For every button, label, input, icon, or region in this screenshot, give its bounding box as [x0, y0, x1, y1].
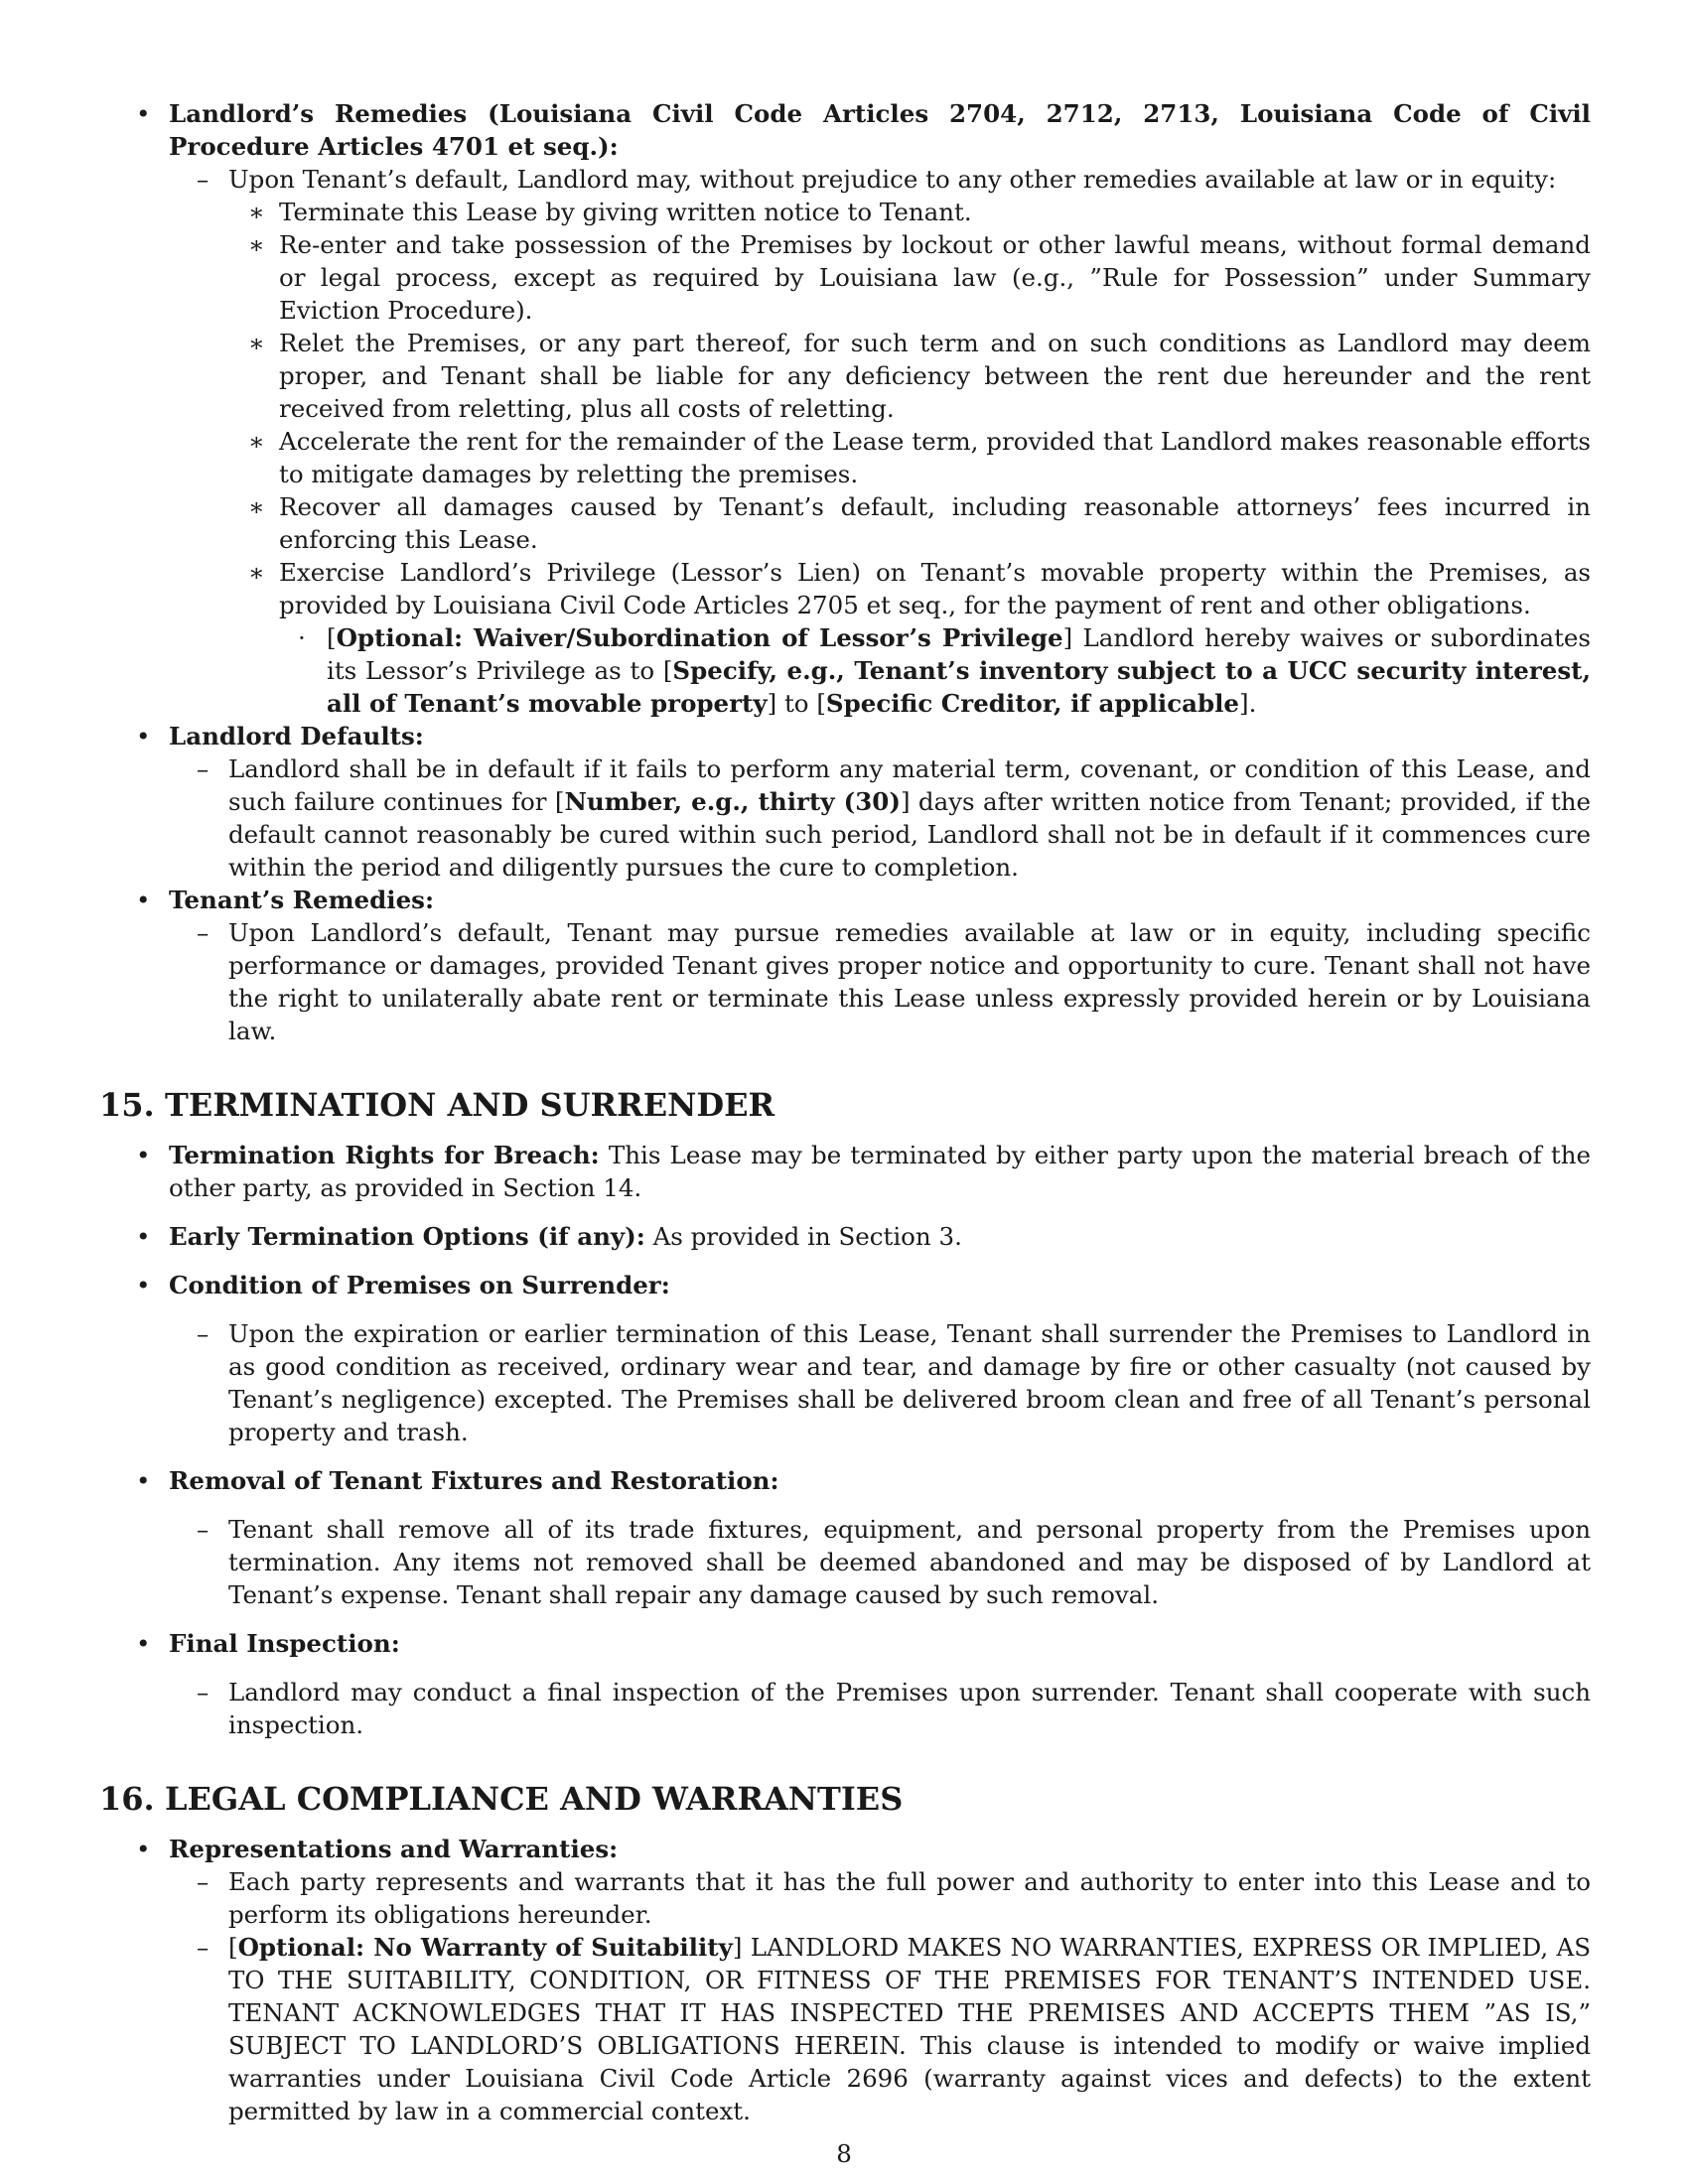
sub-item-removal	[99, 1513, 1591, 1611]
sub-item-default-terms	[99, 752, 1591, 884]
optional-label: Optional: Waiver/Subordination of Lessor’s Privilege	[336, 623, 1063, 652]
sub-item-text: Upon the expiration or earlier termination of this Lease, Tenant shall surrender the Premises to Landlord in as good condition as received, ordinary wear and tear, and damage by fire or other casualty (not caused by Tenant’s negligence) excepted. The Premises shall be delivered broom clean and free of all Tenant’s personal property and trash.	[228, 1319, 1591, 1446]
page-content	[99, 97, 1591, 2127]
bullet-landlords-remedies	[99, 97, 1591, 163]
bullet-representations	[99, 1833, 1591, 1865]
bullet-marker: •	[136, 1271, 151, 1299]
bullet-marker: •	[136, 1629, 151, 1658]
days-placeholder: Number, e.g., thirty (30)	[564, 787, 901, 816]
remedy-text: Relet the Premises, or any part thereof, for such term and on such conditions as Landlord may deem proper, and Tenant shall be liable for any deficiency between the rent due hereunder and the rent received from reletting, plus all costs of reletting.	[279, 329, 1591, 423]
bullet-text: Early Termination Options (if any): As provided in Section 3.	[169, 1222, 962, 1251]
specify-placeholder: Specify, e.g., Tenant’s inventory subject to a UCC security interest, all of Tenant’s movable property	[327, 656, 1591, 718]
bullet-condition-surrender	[99, 1269, 1591, 1301]
dot-marker: ·	[298, 623, 306, 652]
bullet-marker: •	[136, 1222, 151, 1251]
asterisk-marker: ∗	[248, 558, 265, 587]
bullet-marker: •	[136, 886, 151, 914]
dash-marker: –	[197, 1678, 210, 1706]
remedy-text: Accelerate the rent for the remainder of the Lease term, provided that Landlord makes reasonable efforts to mitigate damages by reletting the premises.	[279, 427, 1591, 488]
dash-marker: –	[197, 1319, 210, 1348]
sub-item-tenant-remedies	[99, 916, 1591, 1047]
bullet-tenants-remedies	[99, 884, 1591, 916]
bullet-removal-fixtures	[99, 1464, 1591, 1497]
optional-waiver-text: [Optional: Waiver/Subordination of Lessor’s Privilege] Landlord hereby waives or subordinates its Lessor’s Privilege as to [Specify, e.g., Tenant’s inventory subject to a UCC security interest, all of Tenant’s movable property] to [Specific Creditor, if applicable].	[327, 623, 1591, 718]
asterisk-marker: ∗	[248, 427, 265, 456]
bullet-label: Condition of Premises on Surrender:	[169, 1271, 670, 1299]
section-title: TERMINATION AND SURRENDER	[165, 1086, 775, 1124]
remedy-text: Recover all damages caused by Tenant’s default, including reasonable attorneys’ fees incurred in enforcing this Lease.	[279, 492, 1591, 554]
asterisk-marker: ∗	[248, 492, 265, 521]
dash-marker: –	[197, 165, 210, 194]
remedy-item-terminate	[99, 196, 1591, 228]
sub-item-authority	[99, 1865, 1591, 1931]
remedy-item-recover	[99, 490, 1591, 556]
page-number: 8	[836, 2139, 852, 2168]
bullet-termination-rights	[99, 1139, 1591, 1204]
sub-item-no-warranty	[99, 1931, 1591, 2127]
remedy-item-accelerate	[99, 425, 1591, 490]
bullet-marker: •	[136, 722, 151, 751]
sub-item-text: Landlord may conduct a final inspection of the Premises upon surrender. Tenant shall cooperate with such inspection.	[228, 1678, 1591, 1739]
section-heading-16	[99, 1779, 1591, 1819]
bullet-landlord-defaults	[99, 720, 1591, 752]
creditor-placeholder: Specific Creditor, if applicable	[825, 689, 1240, 718]
remedy-item-relet	[99, 327, 1591, 425]
sub-item-text: Landlord shall be in default if it fails to perform any material term, covenant, or condition of this Lease, and such failure continues for [Number, e.g., thirty (30)] days after written notice from Tenant; provided, if the default cannot reasonably be cured within such period, Landlord shall not be in default if it commences cure within the period and diligently pursues the cure to completion.	[228, 754, 1592, 882]
dash-marker: –	[197, 754, 210, 783]
bullet-marker: •	[136, 1141, 151, 1169]
bullet-label: Removal of Tenant Fixtures and Restoration:	[169, 1466, 779, 1495]
bullet-label: Landlord Defaults:	[169, 722, 424, 751]
sub-item-text: Upon Landlord’s default, Tenant may pursue remedies available at law or in equity, including specific performance or damages, provided Tenant gives proper notice and opportunity to cure. Tenant shall not have the right to unilaterally abate rent or terminate this Lease unless expressly provided herein or by Louisiana law.	[228, 918, 1591, 1045]
bullet-marker: •	[136, 1466, 151, 1495]
remedy-item-reenter	[99, 228, 1591, 327]
sub-item-upon-default	[99, 163, 1591, 196]
sub-item-surrender	[99, 1317, 1591, 1448]
remedy-text: Terminate this Lease by giving written notice to Tenant.	[279, 198, 972, 226]
remedy-text: Re-enter and take possession of the Premises by lockout or other lawful means, without formal demand or legal process, except as required by Louisiana law (e.g., ”Rule for Possession” under Summary Eviction Procedure).	[279, 230, 1591, 325]
asterisk-marker: ∗	[248, 198, 265, 226]
asterisk-marker: ∗	[248, 230, 265, 259]
section-heading-15	[99, 1085, 1591, 1125]
bullet-label: Landlord’s Remedies (Louisiana Civil Code Articles 2704, 2712, 2713, Louisiana Code of Civil Procedure Articles 4701 et seq.):	[169, 99, 1591, 161]
section-number: 15.	[99, 1086, 155, 1124]
remedy-text: Exercise Landlord’s Privilege (Lessor’s Lien) on Tenant’s movable property within the Premises, as provided by Louisiana Civil Code Articles 2705 et seq., for the payment of rent and other obligations.	[279, 558, 1591, 619]
dash-marker: –	[197, 1933, 210, 1962]
bullet-label: Final Inspection:	[169, 1629, 400, 1658]
bullet-label: Representations and Warranties:	[169, 1835, 619, 1863]
bullet-marker: •	[136, 99, 151, 128]
section-title: LEGAL COMPLIANCE AND WARRANTIES	[165, 1780, 904, 1818]
bullet-early-termination	[99, 1220, 1591, 1253]
dash-marker: –	[197, 918, 210, 947]
optional-label: Optional: No Warranty of Suitability	[237, 1933, 733, 1962]
bullet-label: Tenant’s Remedies:	[169, 886, 434, 914]
sub-item-inspection	[99, 1676, 1591, 1741]
sub-item-text: [Optional: No Warranty of Suitability] LANDLORD MAKES NO WARRANTIES, EXPRESS OR IMPLIED, AS TO THE SUITABILITY, CONDITION, OR FITNESS OF THE PREMISES FOR TENANT’S INTENDED USE. TENANT ACKNOWLEDGES THAT IT HAS INSPECTED THE PREMISES AND ACCEPTS THEM ”AS IS,” SUBJECT TO LANDLORD’S OBLIGATIONS HEREIN. This clause is intended to modify or waive implied warranties under Louisiana Civil Code Article 2696 (warranty against vices and defects) to the extent permitted by law in a commercial context.	[228, 1933, 1591, 2125]
sub-item-text: Tenant shall remove all of its trade fixtures, equipment, and personal property from the Premises upon termination. Any items not removed shall be deemed abandoned and may be disposed of by Landlord at Tenant’s expense. Tenant shall repair any damage caused by such removal.	[228, 1515, 1591, 1609]
sub-item-text: Each party represents and warrants that it has the full power and authority to enter into this Lease and to perform its obligations hereunder.	[228, 1867, 1591, 1929]
dash-marker: –	[197, 1515, 210, 1544]
dash-marker: –	[197, 1867, 210, 1896]
section-number: 16.	[99, 1780, 155, 1818]
sub-item-text: Upon Tenant’s default, Landlord may, without prejudice to any other remedies available at law or in equity:	[228, 165, 1557, 194]
bullet-marker: •	[136, 1835, 151, 1863]
bullet-final-inspection	[99, 1627, 1591, 1660]
bullet-text: Termination Rights for Breach: This Lease may be terminated by either party upon the material breach of the other party, as provided in Section 14.	[169, 1141, 1591, 1202]
asterisk-marker: ∗	[248, 329, 265, 357]
remedy-item-privilege	[99, 556, 1591, 621]
optional-waiver-item	[99, 621, 1591, 720]
